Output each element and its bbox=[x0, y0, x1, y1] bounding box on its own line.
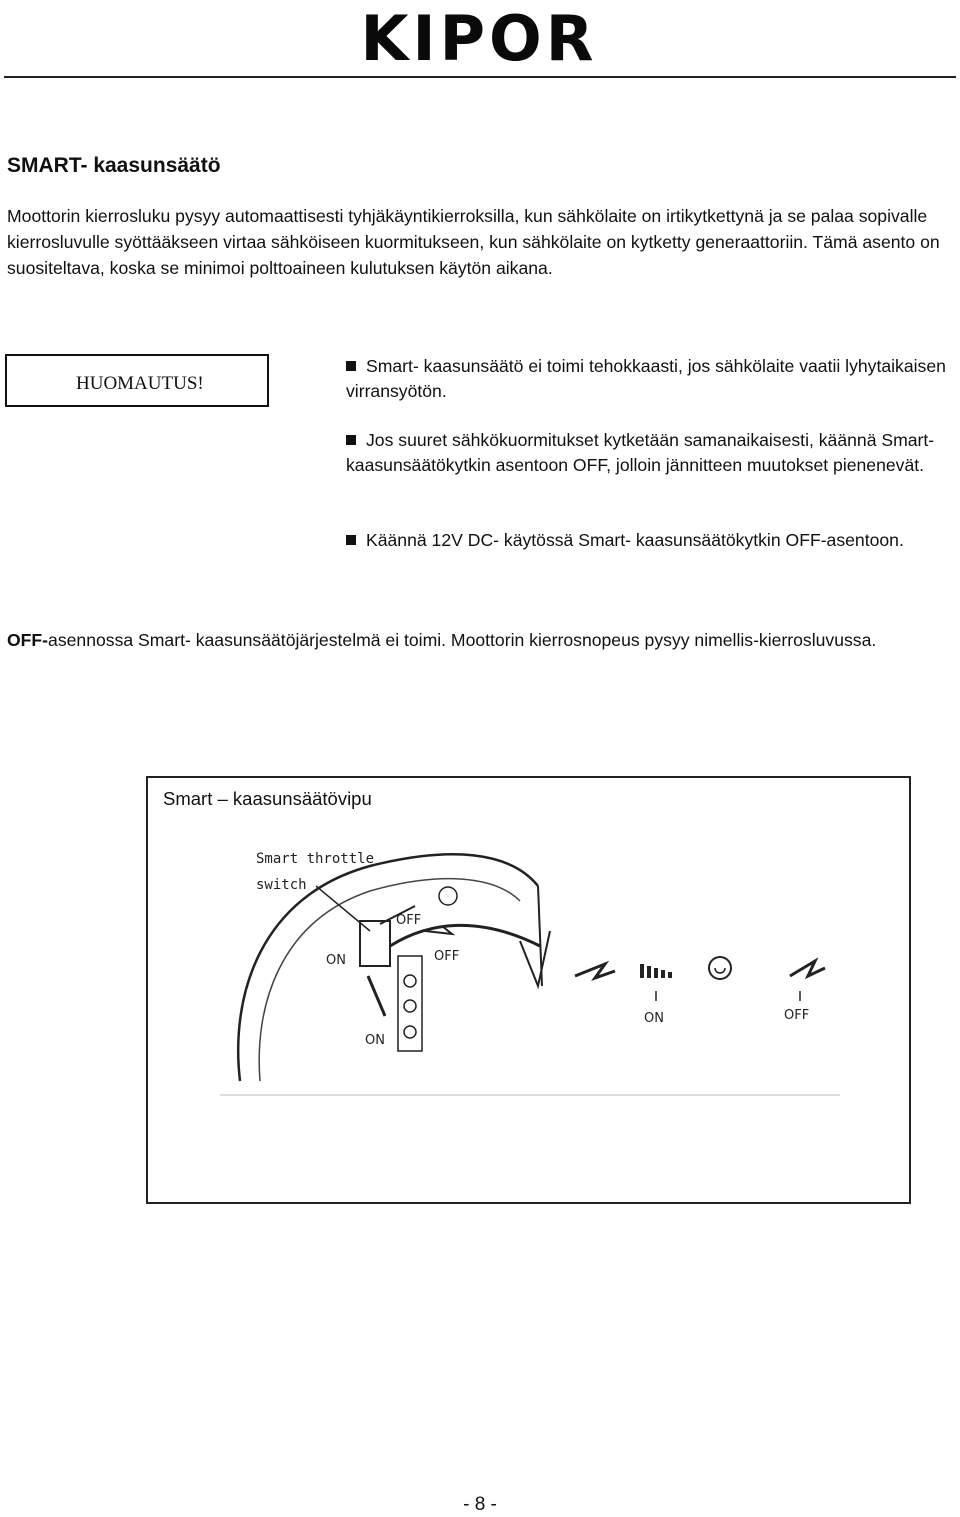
bullet-square-icon bbox=[346, 535, 356, 545]
label-switch: switch bbox=[256, 877, 307, 893]
note-label: HUOMAUTUS! bbox=[76, 373, 204, 394]
label-off-upper: OFF bbox=[396, 913, 422, 928]
bullet-square-icon bbox=[346, 361, 356, 371]
label-smart-throttle: Smart throttle bbox=[256, 851, 375, 867]
note-bullet-3 bbox=[346, 528, 956, 553]
note-bullet-text: Käännä 12V DC- käytössä Smart- kaasunsäätökytkin OFF-asentoon. bbox=[366, 530, 904, 550]
bullet-square-icon bbox=[346, 435, 356, 445]
page-number: - 8 - bbox=[463, 1494, 497, 1515]
label-on-bottom: ON bbox=[365, 1033, 385, 1048]
off-prefix: OFF- bbox=[7, 630, 49, 650]
header-divider bbox=[4, 76, 956, 78]
note-bullet-text: Jos suuret sähkökuormitukset kytketään samanaikaisesti, käännä Smart- kaasunsäätökytkin asentoon OFF, jolloin jännitteen muutokset pienenevät. bbox=[346, 430, 935, 475]
off-paragraph bbox=[7, 627, 953, 653]
label-on-right: ON bbox=[644, 1011, 664, 1026]
label-off-lower: OFF bbox=[434, 949, 460, 964]
kipor-logo bbox=[318, 4, 640, 70]
smart-throttle-illustration bbox=[220, 836, 840, 1098]
logo-lettering: KIPOR bbox=[360, 4, 598, 70]
section-title: SMART- kaasunsäätö bbox=[7, 154, 221, 177]
label-on-left: ON bbox=[326, 953, 346, 968]
note-bullet-text: Smart- kaasunsäätö ei toimi tehokkaasti, jos sähkölaite vaatii lyhytaikaisen virransyötön. bbox=[346, 356, 946, 401]
kipor-logo-graphic bbox=[318, 4, 640, 70]
label-off-right: OFF bbox=[784, 1008, 810, 1023]
note-bullet-1 bbox=[346, 354, 956, 404]
figure-caption: Smart – kaasunsäätövipu bbox=[163, 788, 372, 809]
off-text: asennossa Smart- kaasunsäätöjärjestelmä ei toimi. Moottorin kierrosnopeus pysyy nimellis-kierrosluvussa. bbox=[48, 630, 877, 650]
intro-paragraph: Moottorin kierrosluku pysyy automaattisesti tyhjäkäyntikierroksilla, kun sähkölaite on irtikytkettynä ja se palaa sopivalle kierrosluvulle syöttääkseen virtaa sähköiseen kuormitukseen, kun sähkölaite on kytketty generaattoriin. Tämä asento on suositeltava, koska se minimoi polttoaineen kulutuksen käytön aikana. bbox=[7, 206, 940, 278]
note-bullet-2 bbox=[346, 428, 956, 478]
